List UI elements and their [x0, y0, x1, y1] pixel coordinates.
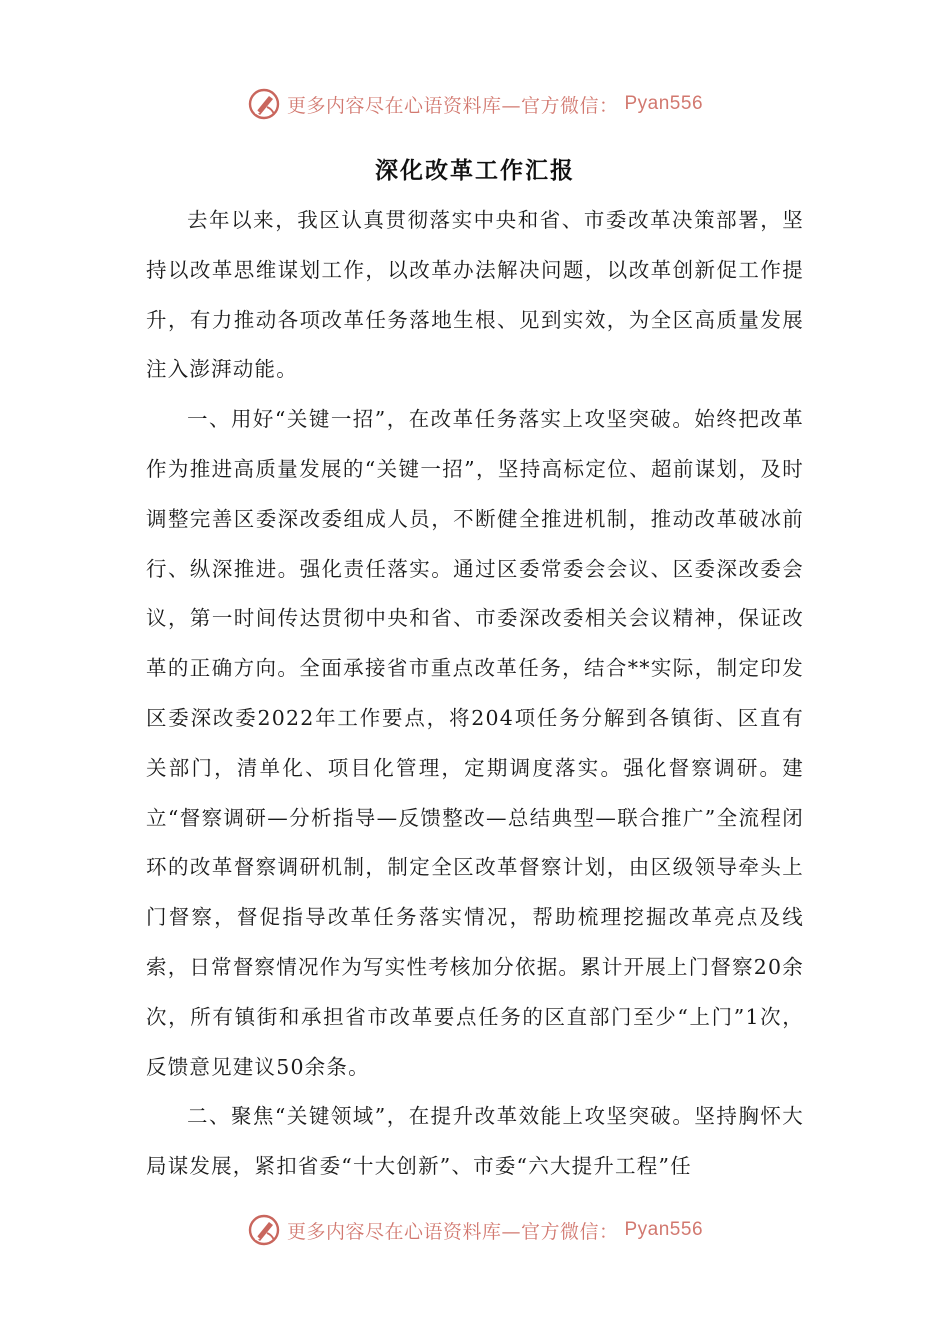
watermark-brand: Pyan556	[624, 93, 704, 114]
pen-seal-logo-icon	[247, 1213, 281, 1247]
paragraph-intro: 去年以来，我区认真贯彻落实中央和省、市委改革决策部署，坚持以改革思维谋划工作，以改革办法解决问题，以改革创新促工作提升，有力推动各项改革任务落地生根、见到实效，为全区高质量发展注入澎湃动能。	[146, 208, 804, 382]
watermark-text: 更多内容尽在心语资料库—官方微信：	[286, 1220, 619, 1243]
header-watermark	[0, 84, 950, 124]
document-body	[146, 196, 804, 1192]
document-title: 深化改革工作汇报	[375, 157, 575, 184]
watermark-brand: Pyan556	[624, 1219, 704, 1240]
watermark-text: 更多内容尽在心语资料库—官方微信：	[286, 94, 619, 117]
paragraph-section-2: 二、聚焦“关键领域”，在提升改革效能上攻坚突破。坚持胸怀大局谋发展，紧扣省委“十大创新”、市委“六大提升工程”任	[146, 1104, 804, 1179]
paragraph-section-1: 一、用好“关键一招”，在改革任务落实上攻坚突破。始终把改革作为推进高质量发展的“关键一招”，坚持高标定位、超前谋划，及时调整完善区委深改委组成人员，不断健全推进机制，推动改革破冰前行、纵深推进。强化责任落实。通过区委常委会会议、区委深改委会议，第一时间传达贯彻中央和省、市委深改委相关会议精神，保证改革的正确方向。全面承接省市重点改革任务，结合**实际，制定印发区委深改委2022年工作要点，将204项任务分解到各镇街、区直有关部门，清单化、项目化管理，定期调度落实。强化督察调研。建立“督察调研—分析指导—反馈整改—总结典型—联合推广”全流程闭环的改革督察调研机制，制定全区改革督察计划，由区级领导牵头上门督察，督促指导改革任务落实情况，帮助梳理挖掘改革亮点及线索，日常督察情况作为写实性考核加分依据。累计开展上门督察20余次，所有镇街和承担省市改革要点任务的区直部门至少“上门”1次，反馈意见建议50余条。	[146, 407, 804, 1079]
pen-seal-logo-icon	[247, 87, 281, 121]
footer-watermark	[0, 1210, 950, 1250]
